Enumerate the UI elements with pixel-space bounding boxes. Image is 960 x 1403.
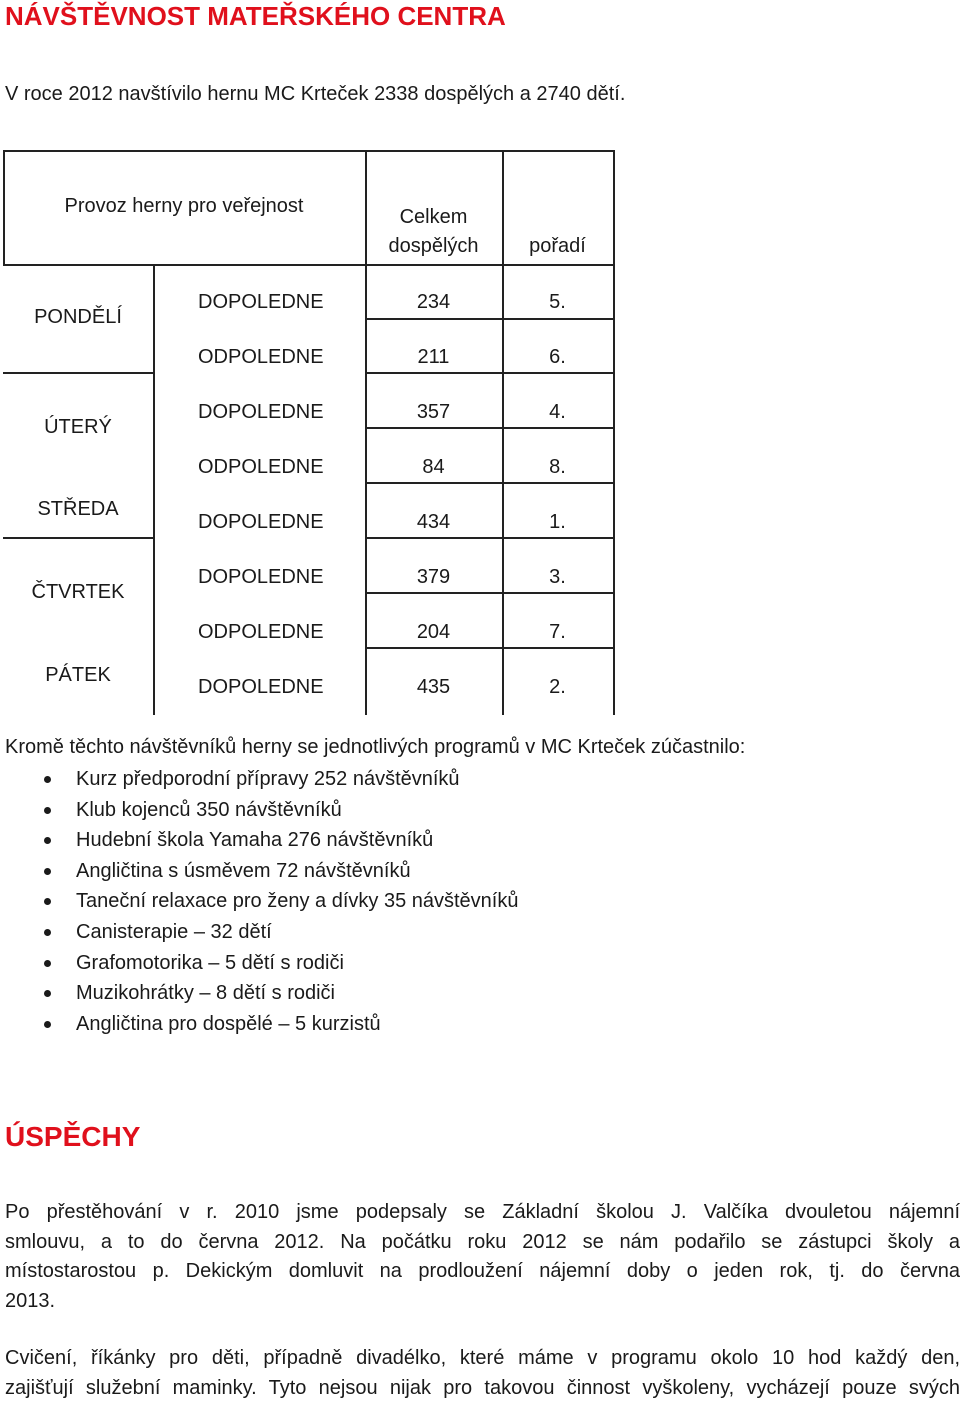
row-rank: 3.	[549, 566, 566, 588]
row-total: 379	[416, 566, 451, 588]
intro-text: V roce 2012 navštívilo hernu MC Krteček 2338 dospělých a 2740 dětí.	[5, 83, 626, 105]
row-rank: 7.	[549, 621, 566, 643]
row-rank: 6.	[549, 346, 566, 368]
list-item: Klub kojenců 350 návštěvníků	[0, 795, 518, 826]
day-label: ČTVRTEK	[31, 581, 125, 603]
bullet-icon	[44, 898, 51, 905]
bullet-icon	[44, 1021, 51, 1028]
day-label: ÚTERÝ	[44, 416, 112, 438]
section-title-success: ÚSPĚCHY	[5, 1121, 141, 1152]
table-header-title: Provoz herny pro veřejnost	[64, 195, 304, 217]
bullet-icon	[44, 807, 51, 814]
list-item: Angličtina pro dospělé – 5 kurzistů	[0, 1009, 518, 1040]
row-period: DOPOLEDNE	[198, 511, 324, 533]
success-paragraph-1: Po přestěhování v r. 2010 jsme podepsaly se Základní školou J. Valčíka dvouletou nájemní smlouvu, a to do června 2012. Na počátku roku 2012 se nám podařilo se zástupci školy a místostarostou p. Dekickým domluvit na prodloužení nájemní doby o jeden rok, tj. do června 2013.	[5, 1201, 960, 1312]
row-total: 234	[416, 291, 451, 313]
row-period: DOPOLEDNE	[198, 566, 324, 588]
row-rank: 5.	[549, 291, 566, 313]
row-rank: 2.	[549, 676, 566, 698]
programs-list	[0, 764, 518, 1039]
list-item: Angličtina s úsměvem 72 návštěvníků	[0, 856, 518, 887]
bullet-icon	[44, 960, 51, 967]
row-period: ODPOLEDNE	[198, 621, 324, 643]
page-title: NÁVŠTĚVNOST MATEŘSKÉHO CENTRA	[5, 1, 506, 31]
programs-intro: Kromě těchto návštěvníků herny se jednotlivých programů v MC Krteček zúčastnilo:	[5, 736, 746, 758]
row-period: ODPOLEDNE	[198, 346, 324, 368]
success-paragraph-2: Cvičení, říkánky pro děti, případně divadélko, které máme v programu okolo 10 hod každý den, zajišťují služební maminky. Tyto nejsou nijak pro takovou činnost vyškoleny, vycházejí pouze svých	[5, 1347, 960, 1399]
day-label: PÁTEK	[45, 664, 111, 686]
row-period: ODPOLEDNE	[198, 456, 324, 478]
row-total: 357	[416, 401, 451, 423]
list-item: Hudební škola Yamaha 276 návštěvníků	[0, 825, 518, 856]
table-header-rank: pořadí	[529, 235, 586, 257]
row-total: 434	[416, 511, 451, 533]
row-period: DOPOLEDNE	[198, 676, 324, 698]
bullet-icon	[44, 990, 51, 997]
list-item: Canisterapie – 32 dětí	[0, 917, 518, 948]
row-total: 84	[422, 456, 445, 478]
row-total: 435	[416, 676, 451, 698]
day-label: PONDĚLÍ	[34, 306, 122, 328]
bullet-icon	[44, 929, 51, 936]
list-item: Muzikohrátky – 8 dětí s rodiči	[0, 978, 518, 1009]
day-label: STŘEDA	[37, 498, 119, 520]
list-item: Taneční relaxace pro ženy a dívky 35 návštěvníků	[0, 886, 518, 917]
attendance-table	[3, 150, 615, 715]
bullet-icon	[44, 868, 51, 875]
bullet-icon	[44, 837, 51, 844]
row-period: DOPOLEDNE	[198, 401, 324, 423]
list-item: Kurz předporodní přípravy 252 návštěvníků	[0, 764, 518, 795]
row-rank: 1.	[549, 511, 566, 533]
table-header-total: Celkem	[399, 206, 468, 228]
bullet-icon	[44, 776, 51, 783]
row-period: DOPOLEDNE	[198, 291, 324, 313]
row-total: 211	[417, 346, 450, 368]
list-item: Grafomotorika – 5 dětí s rodiči	[0, 948, 518, 979]
table-header-total-line2: dospělých	[388, 235, 479, 257]
row-rank: 8.	[549, 456, 566, 478]
row-rank: 4.	[549, 401, 566, 423]
row-total: 204	[416, 621, 451, 643]
